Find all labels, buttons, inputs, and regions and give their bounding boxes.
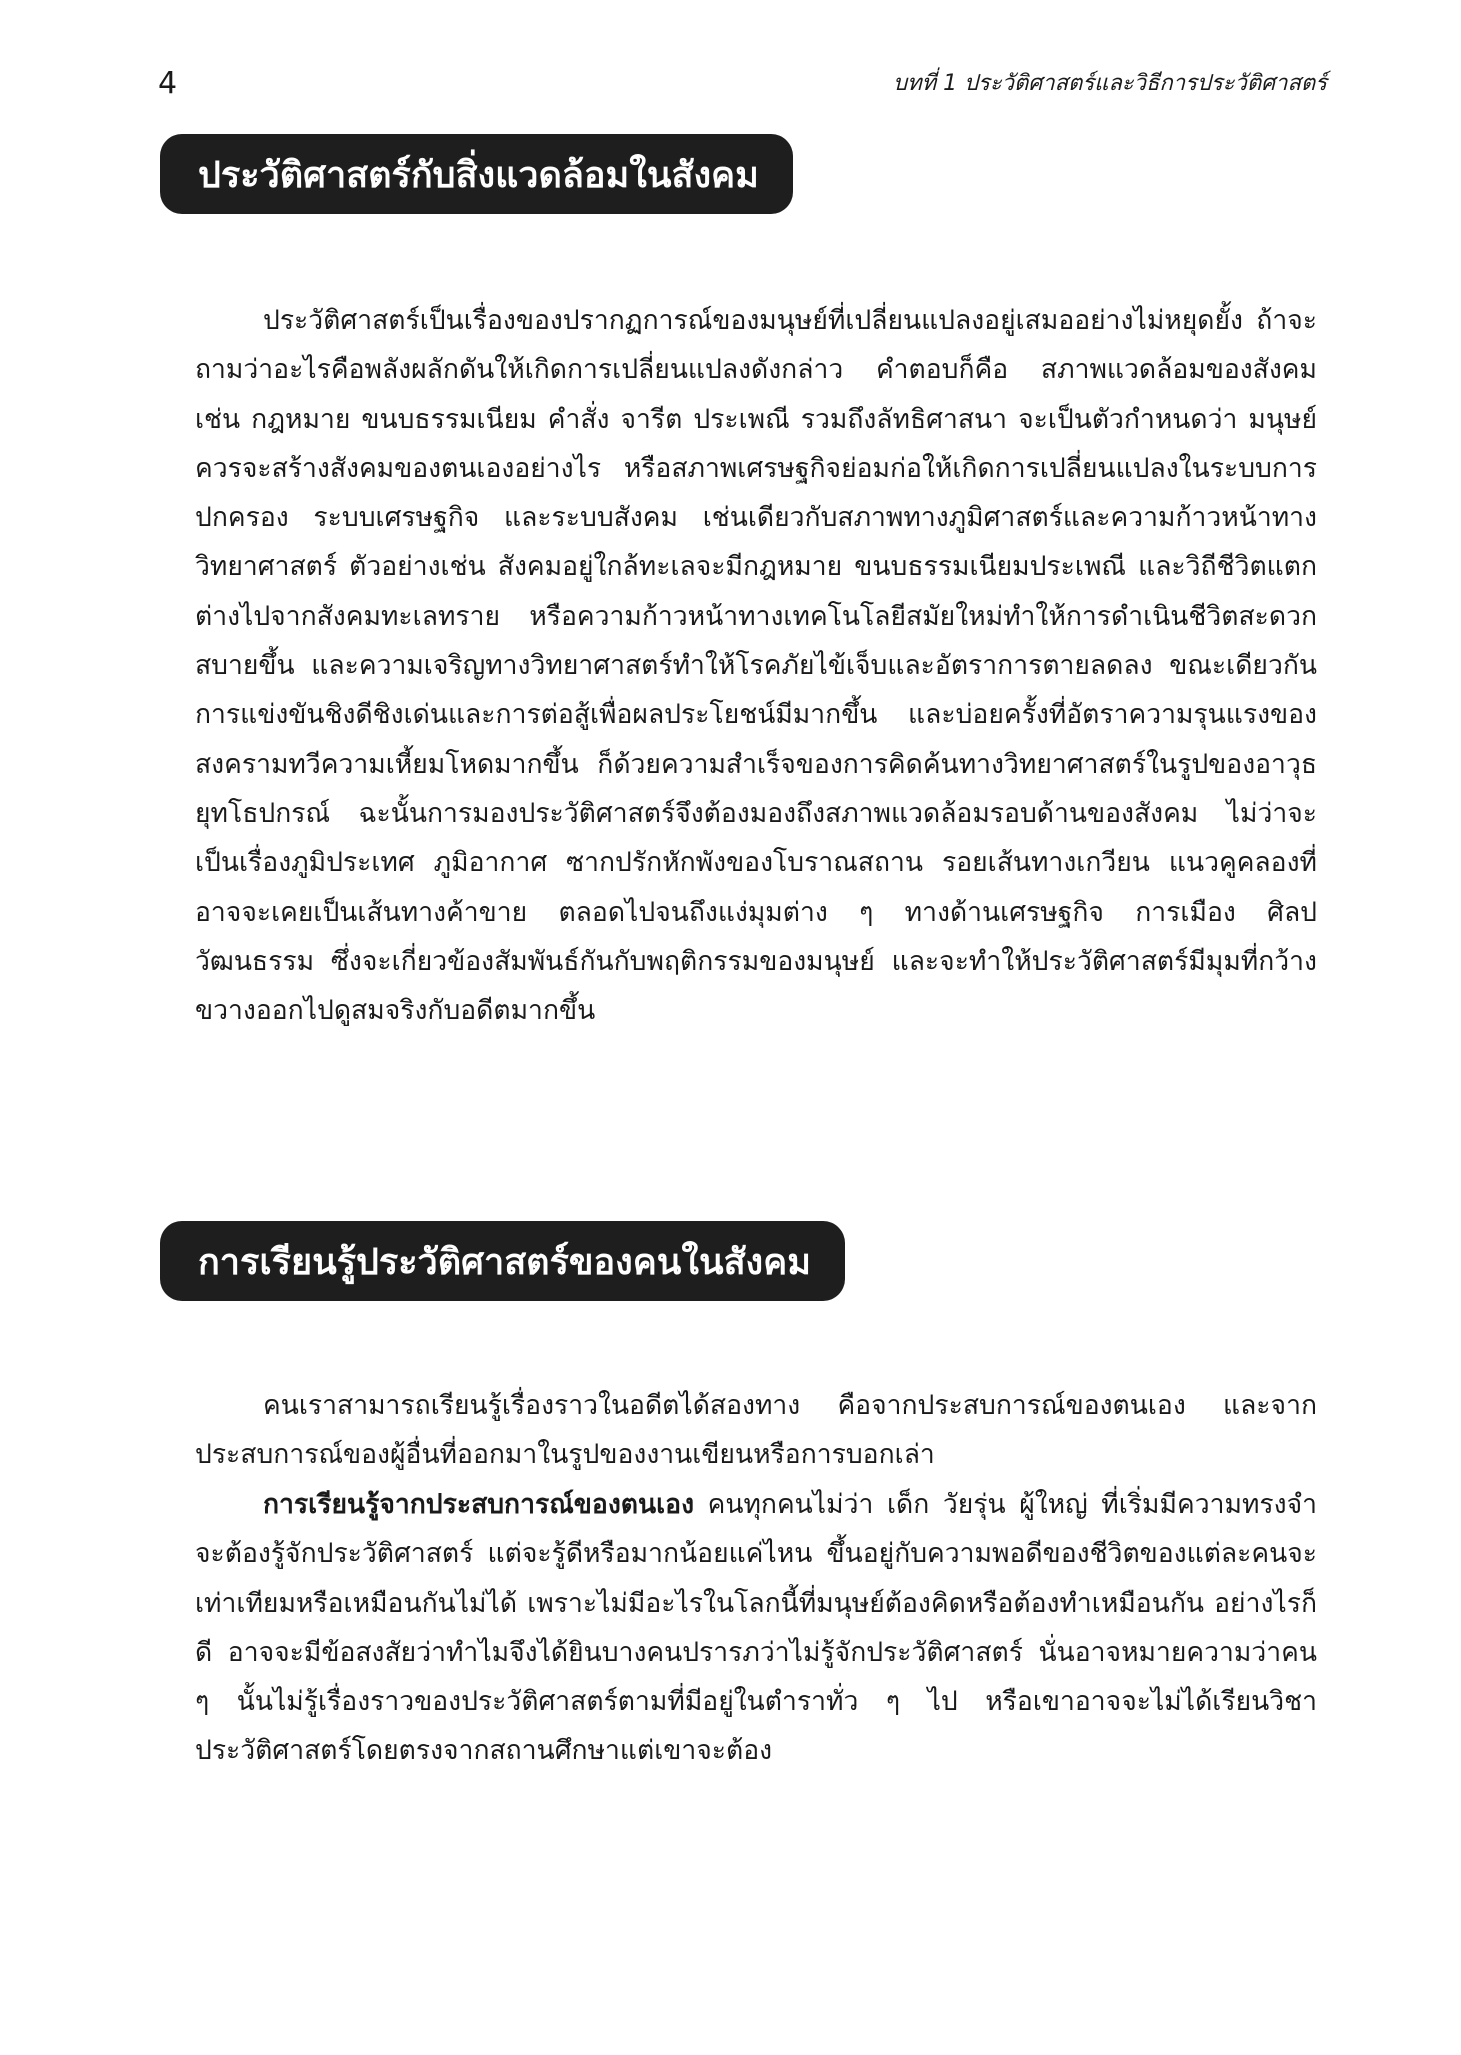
page-number: 4	[158, 66, 178, 101]
running-header: บทที่ 1 ประวัติศาสตร์และวิธีการประวัติศาสตร์	[893, 71, 1327, 96]
body-paragraph	[195, 1480, 1317, 1776]
section-heading-box	[160, 134, 793, 214]
section-heading: การเรียนรู้ประวัติศาสตร์ของคนในสังคม	[198, 1241, 811, 1283]
body-paragraph: ประวัติศาสตร์เป็นเรื่องของปรากฏการณ์ของมนุษย์ที่เปลี่ยนแปลงอยู่เสมออย่างไม่หยุดยั้ง ถ้าจะถามว่าอะไรคือพลังผลักดันให้เกิดการเปลี่ยนแปลงดังกล่าว คำตอบก็คือ สภาพแวดล้อมของสังคม เช่น กฎหมาย ขนบธรรมเนียม คำสั่ง จารีต ประเพณี รวมถึงลัทธิศาสนา จะเป็นตัวกำหนดว่า มนุษย์ควรจะสร้างสังคมของตนเองอย่างไร หรือสภาพเศรษฐกิจย่อมก่อให้เกิดการเปลี่ยนแปลงในระบบการปกครอง ระบบเศรษฐกิจ และระบบสังคม เช่นเดียวกับสภาพทางภูมิศาสตร์และความก้าวหน้าทางวิทยาศาสตร์ ตัวอย่างเช่น สังคมอยู่ใกล้ทะเลจะมีกฎหมาย ขนบธรรมเนียมประเพณี และวิถีชีวิตแตกต่างไปจากสังคมทะเลทราย หรือความก้าวหน้าทางเทคโนโลยีสมัยใหม่ทำให้การดำเนินชีวิตสะดวกสบายขึ้น และความเจริญทางวิทยาศาสตร์ทำให้โรคภัยไข้เจ็บและอัตราการตายลดลง ขณะเดียวกันการแข่งขันชิงดีชิงเด่นและการต่อสู้เพื่อผลประโยชน์มีมากขึ้น และบ่อยครั้งที่อัตราความรุนแรงของสงครามทวีความเหี้ยมโหดมากขึ้น ก็ด้วยความสำเร็จของการคิดค้นทางวิทยาศาสตร์ในรูปของอาวุธยุทโธปกรณ์ ฉะนั้นการมองประวัติศาสตร์จึงต้องมองถึงสภาพแวดล้อมรอบด้านของสังคม ไม่ว่าจะเป็นเรื่องภูมิประเทศ ภูมิอากาศ ซากปรักหักพังของโบราณสถาน รอยเส้นทางเกวียน แนวคูคลองที่อาจจะเคยเป็นเส้นทางค้าขาย ตลอดไปจนถึงแง่มุมต่าง ๆ ทางด้านเศรษฐกิจ การเมือง ศิลปวัฒนธรรม ซึ่งจะเกี่ยวข้องสัมพันธ์กันกับพฤติกรรมของมนุษย์ และจะทำให้ประวัติศาสตร์มีมุมที่กว้างขวางออกไปดูสมจริงกับอดีตมากขึ้น	[195, 305, 1317, 1027]
body-paragraph: คนเราสามารถเรียนรู้เรื่องราวในอดีตได้สองทาง คือจากประสบการณ์ของตนเอง และจากประสบการณ์ของผู้อื่นที่ออกมาในรูปของงานเขียนหรือการบอกเล่า	[195, 1390, 1317, 1471]
paragraph-lead-term: การเรียนรู้จากประสบการณ์ของตนเอง	[263, 1489, 695, 1520]
paragraph-text: คนทุกคนไม่ว่า เด็ก วัยรุ่น ผู้ใหญ่ ที่เริ่มมีความทรงจำจะต้องรู้จักประวัติศาสตร์ แต่จะรู้ดีหรือมากน้อยแค่ไหน ขึ้นอยู่กับความพอดีของชีวิตของแต่ละคนจะเท่าเทียมหรือเหมือนกันไม่ได้ เพราะไม่มีอะไรในโลกนี้ที่มนุษย์ต้องคิดหรือต้องทำเหมือนกัน อย่างไรก็ดี อาจจะมีข้อสงสัยว่าทำไมจึงได้ยินบางคนปรารภว่าไม่รู้จักประวัติศาสตร์ นั่นอาจหมายความว่าคน ๆ นั้นไม่รู้เรื่องราวของประวัติศาสตร์ตามที่มีอยู่ในตำราทั่ว ๆ ไป หรือเขาอาจจะไม่ได้เรียนวิชาประวัติศาสตร์โดยตรงจากสถานศึกษาแต่เขาจะต้อง	[195, 1489, 1317, 1767]
section-heading: ประวัติศาสตร์กับสิ่งแวดล้อมในสังคม	[198, 154, 759, 196]
section-heading-box	[160, 1221, 845, 1301]
